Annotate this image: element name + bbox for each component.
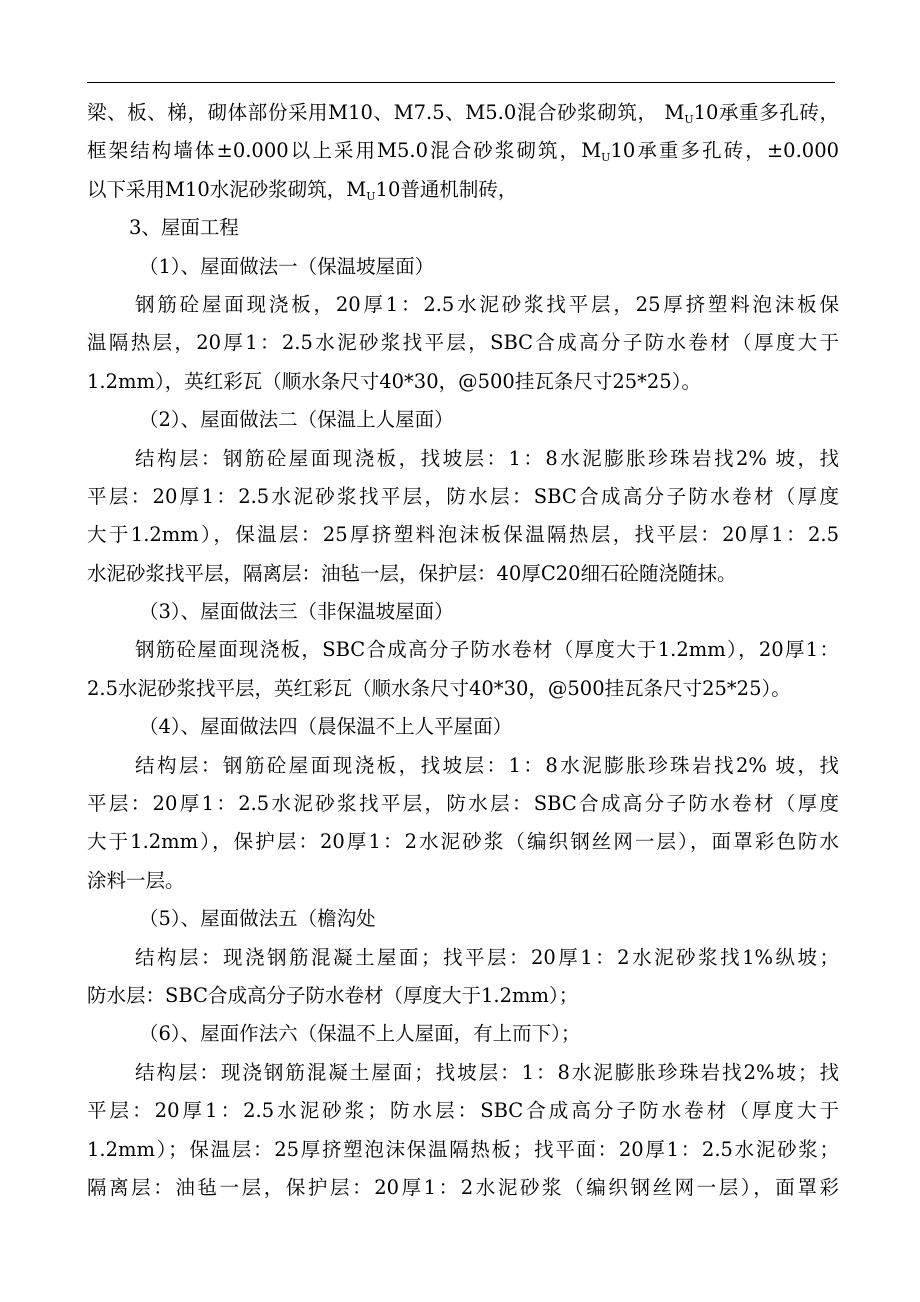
paragraph-line: 温隔热层，20厚1：2.5水泥砂浆找平层，SBC合成高分子防水卷材（厚度大于 xyxy=(87,331,839,355)
text-segment: 10普通机制砖， xyxy=(375,177,518,201)
text-segment: 框架结构墙体±0.000以上采用M5.0混合砂浆砌筑，M xyxy=(87,139,602,163)
text-segment: 10承重多孔砖，±0.000 xyxy=(610,139,840,163)
subsection-heading: （4）、屋面做法四（晨保温不上人平屋面） xyxy=(139,715,513,739)
paragraph-line: 平层：20厚1：2.5水泥砂浆；防水层：SBC合成高分子防水卷材（厚度大于 xyxy=(87,1099,839,1123)
paragraph-line: 结构层：钢筋砼屋面现浇板，找坡层：1：8水泥膨胀珍珠岩找2% 坡，找 xyxy=(135,753,839,777)
subscript: U xyxy=(601,151,611,165)
paragraph-line xyxy=(87,132,839,170)
paragraph-line: 水泥砂浆找平层，隔离层：油毡一层，保护层：40厚C20细石砼随浇随抹。 xyxy=(87,561,737,585)
paragraph-line xyxy=(87,94,839,132)
paragraph-line: 大于1.2mm），保温层：25厚挤塑料泡沫板保温隔热层，找平层：20厚1：2.5 xyxy=(87,523,839,547)
subsection-heading: （1）、屋面做法一（保温坡屋面） xyxy=(139,254,435,278)
header-rule xyxy=(87,82,835,83)
paragraph-line: 大于1.2mm），保护层：20厚1：2水泥砂浆（编织钢丝网一层），面罩彩色防水 xyxy=(87,830,839,854)
paragraph-line: 2.5水泥砂浆找平层，英红彩瓦（顺水条尺寸40*30，@500挂瓦条尺寸25*25）。 xyxy=(87,676,791,700)
section-heading: 3、屋面工程 xyxy=(129,216,239,240)
paragraph-line: 结构层：现浇钢筋混凝土屋面；找平层：20厚1：2水泥砂浆找1%纵坡； xyxy=(135,945,839,969)
text-segment: 梁、板、梯，砌体部份采用M10、M7.5、M5.0混合砂浆砌筑， M xyxy=(87,101,685,124)
text-segment: 10承重多孔砖， xyxy=(693,101,839,124)
subscript: U xyxy=(684,113,694,126)
subsection-heading: （3）、屋面做法三（非保温坡屋面） xyxy=(139,600,454,624)
paragraph-line: 结构层：钢筋砼屋面现浇板，找坡层：1：8水泥膨胀珍珠岩找2% 坡，找 xyxy=(135,446,839,470)
paragraph-line: 平层：20厚1：2.5水泥砂浆找平层，防水层：SBC合成高分子防水卷材（厚度 xyxy=(87,484,839,508)
paragraph-line: 钢筋砼屋面现浇板，SBC合成高分子防水卷材（厚度大于1.2mm），20厚1： xyxy=(135,638,839,662)
subsection-heading: （5）、屋面做法五（檐沟处 xyxy=(139,907,376,931)
subsection-heading: （2）、屋面做法二（保温上人屋面） xyxy=(139,408,454,432)
paragraph-line: 1.2mm）；保温层：25厚挤塑泡沫保温隔热板；找平面：20厚1：2.5水泥砂浆； xyxy=(87,1137,839,1161)
body-text xyxy=(87,94,839,1207)
paragraph-line: 结构层：现浇钢筋混凝土屋面；找坡层：1：8水泥膨胀珍珠岩找2%坡；找 xyxy=(135,1060,839,1084)
subscript: U xyxy=(366,189,376,203)
paragraph-line: 涂料一层。 xyxy=(87,868,185,892)
text-segment: 以下采用M10水泥砂浆砌筑，M xyxy=(87,177,367,201)
paragraph-line: 钢筋砼屋面现浇板，20厚1：2.5水泥砂浆找平层，25厚挤塑料泡沫板保 xyxy=(135,292,839,316)
paragraph-line: 隔离层：油毡一层，保护层：20厚1：2水泥砂浆（编织钢丝网一层），面罩彩 xyxy=(87,1175,839,1199)
paragraph-line: 1.2mm），英红彩瓦（顺水条尺寸40*30，@500挂瓦条尺寸25*25）。 xyxy=(87,369,701,393)
paragraph-line: 平层：20厚1：2.5水泥砂浆找平层，防水层：SBC合成高分子防水卷材（厚度 xyxy=(87,792,839,816)
paragraph-line xyxy=(87,171,839,209)
paragraph-line: 防水层：SBC合成高分子防水卷材（厚度大于1.2mm）； xyxy=(87,983,579,1007)
subsection-heading: （6）、屋面作法六（保温不上人屋面，有上而下）； xyxy=(139,1022,581,1046)
